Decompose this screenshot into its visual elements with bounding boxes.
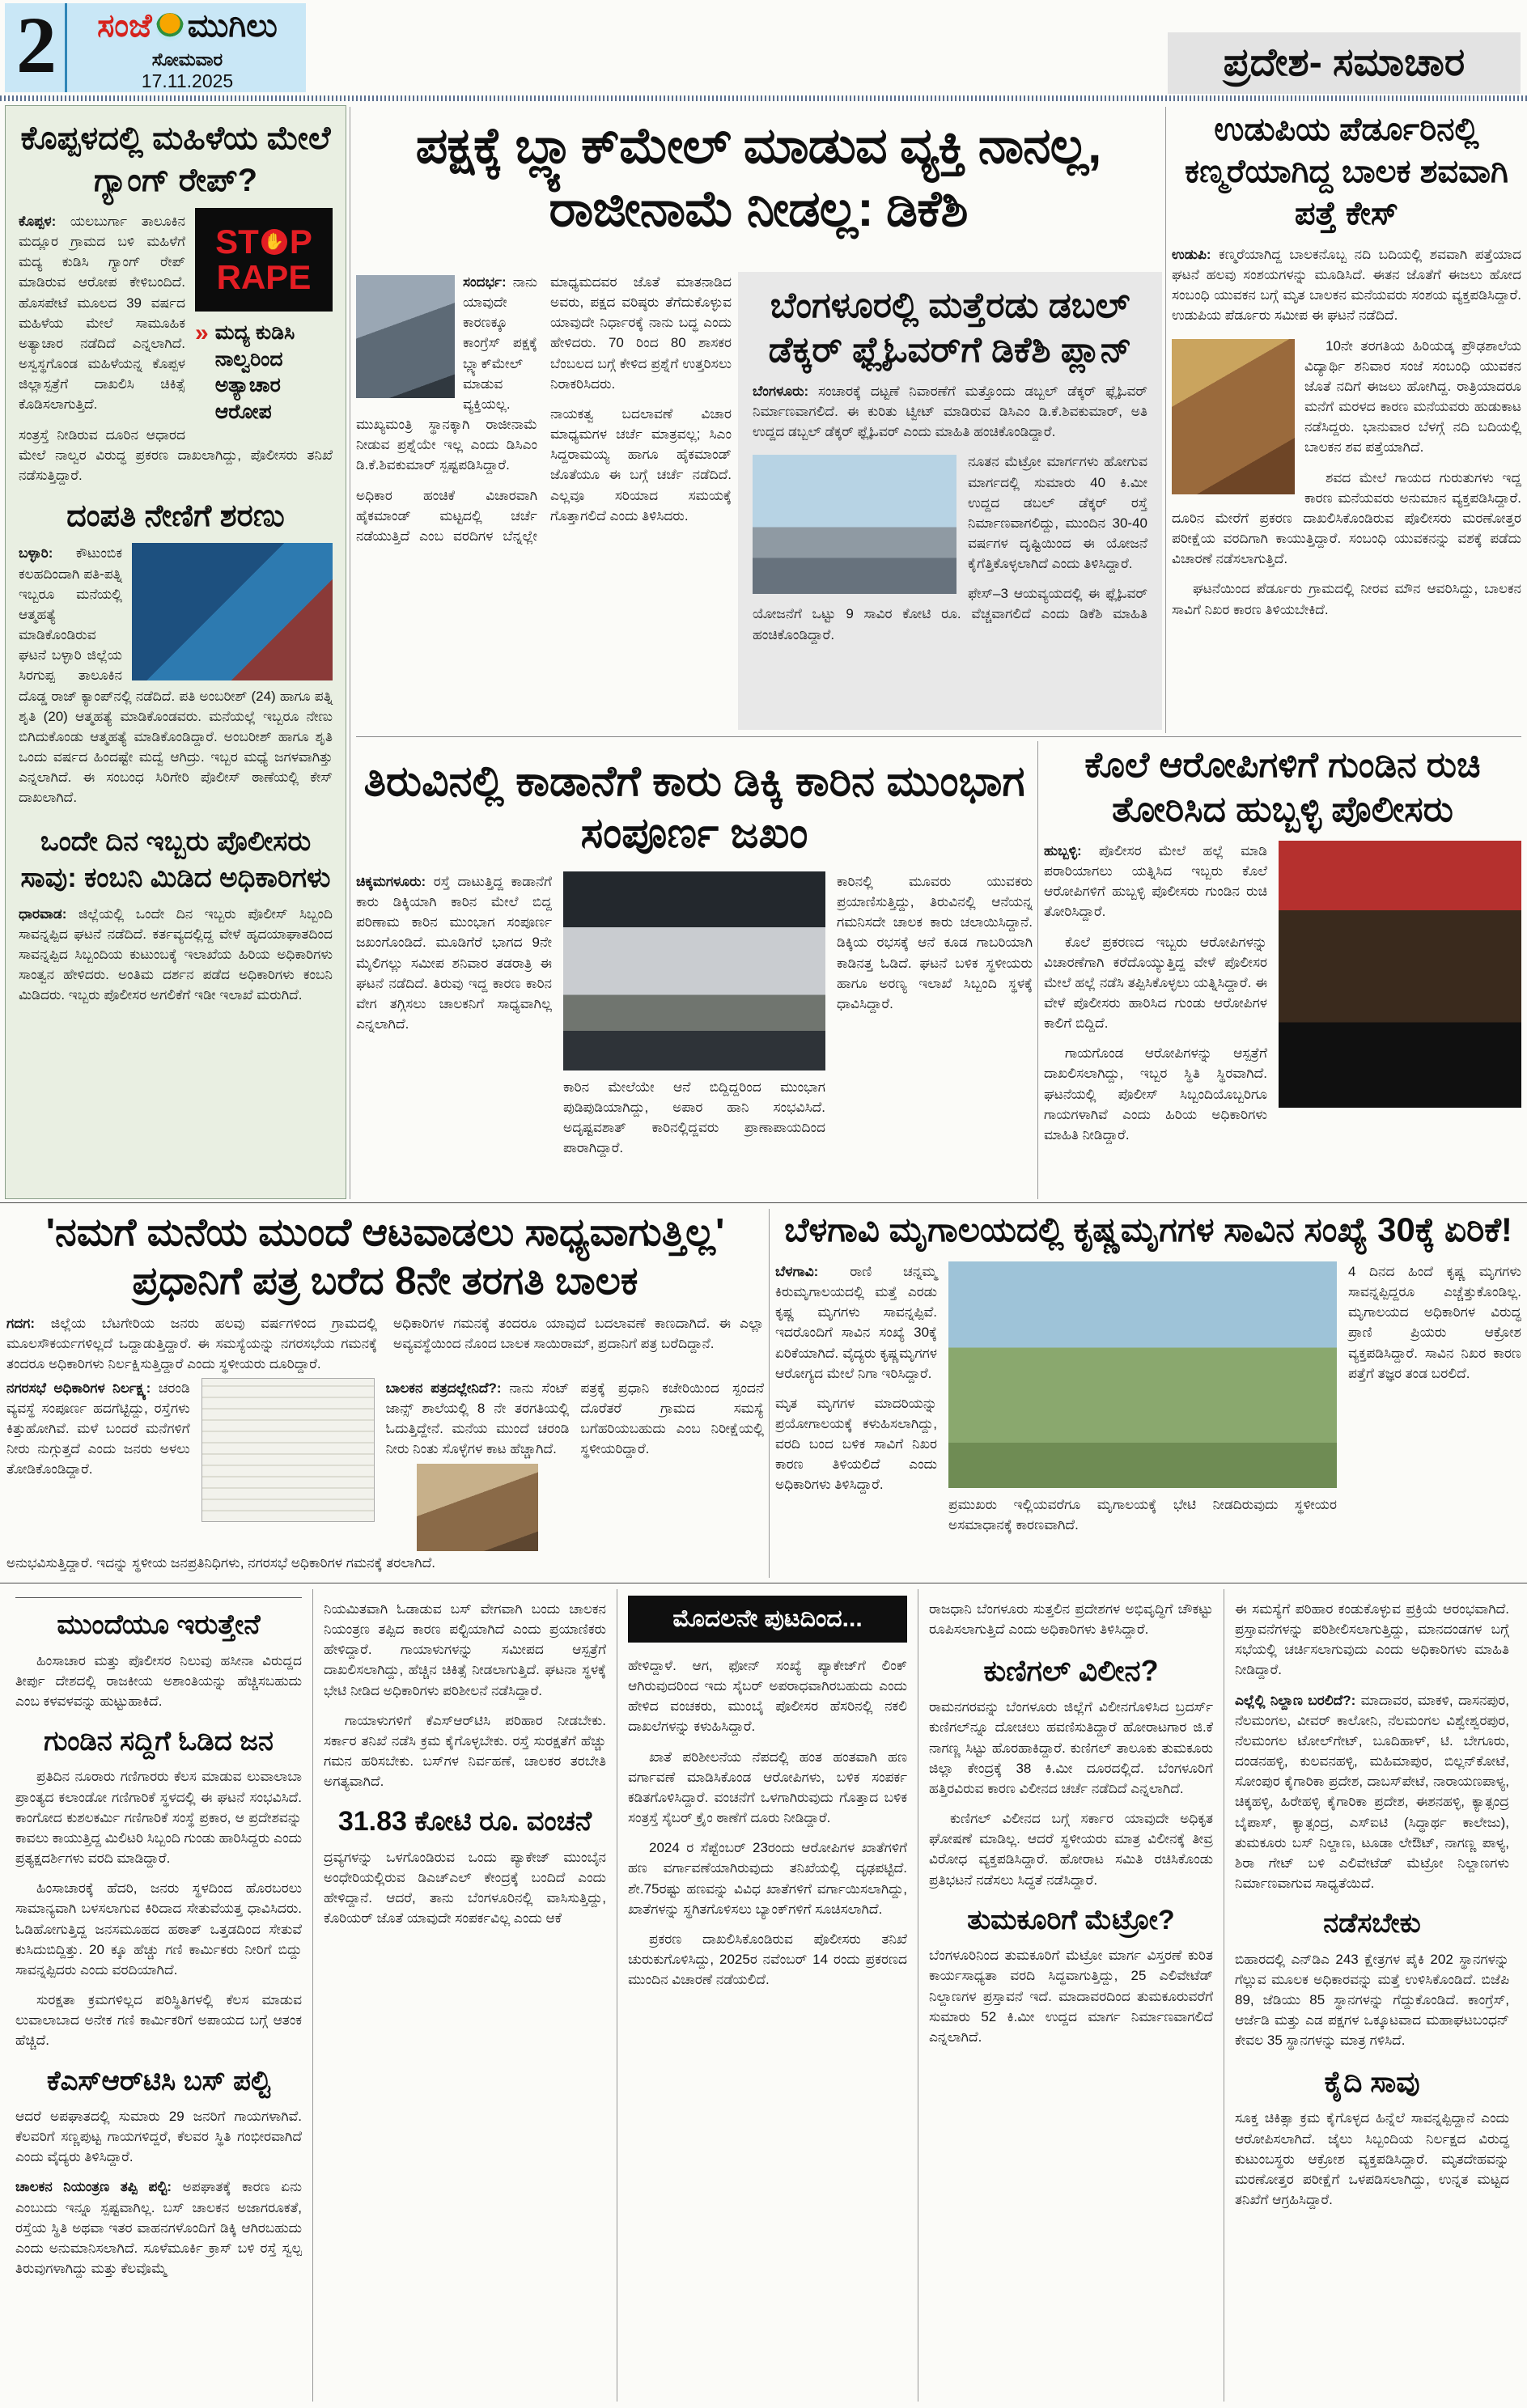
brand-name-black: ಮುಗಿಲು [187, 8, 278, 44]
masthead-right [65, 3, 306, 92]
weekday: ಸೋಮವಾರ [151, 49, 223, 70]
col1-paragraph-3: ಹಿಂಸಾಚಾರಕ್ಕೆ ಹೆದರಿ, ಜನರು ಸ್ಥಳದಿಂದ ಹೊರಬರಲು ಸಾಮಾನ್ಯವಾಗಿ ಬಳಸಲಾಗುವ ಕಿರಿದಾದ ಸೇತುವೆಯತ್ತ ಧಾವಿಸಿದರು. ಓಡಿಹೋಗುತ್ತಿದ್ದ ಜನಸಮೂಹದ ಹಠಾತ್ ಒತ್ತಡದಿಂದ ಸೇತುವೆ ಕುಸಿದುಬಿದ್ದಿತ್ತು. 20 ಕ್ಕೂ ಹೆಚ್ಚು ಗಣಿ ಕಾರ್ಮಿಕರು ನೀರಿಗೆ ಬಿದ್ದು ಸಾವನ್ನಪ್ಪಿದರು ಎಂದು ವರದಿಯಾಗಿದೆ. [15, 1880, 302, 1978]
subhead-nadesabeku: ನಡೆಸಬೇಕು [1323, 1908, 1421, 1940]
stop-text-a: ST [215, 223, 259, 261]
left-panel [5, 105, 346, 1199]
udupi-paragraph-3: ಶವದ ಮೇಲೆ ಗಾಯದ ಗುರುತುಗಳು ಇದ್ದ ಕಾರಣ ಮನೆಯವರು ಅನುಮಾನ ವ್ಯಕ್ತಪಡಿಸಿದ್ದಾರೆ. ದೂರಿನ ಮೇರೆಗೆ ಪ್ರಕರಣ ದಾಖಲಿಸಿಕೊಂಡಿರುವ ಪೊಲೀಸರು ಮರಣೋತ್ತರ ಪರೀಕ್ಷೆಯ ವರದಿಗಾಗಿ ಕಾಯುತ್ತಿದ್ದಾರೆ. ಸಂಬಂಧಿ ಯುವಕನನ್ನು ವಶಕ್ಕೆ ಪಡೆದು ವಿಚಾರಣೆ ನಡೆಸಲಾಗುತ್ತಿದೆ. [1172, 469, 1521, 567]
zoo-left-paragraph-2: ಮೃತ ಮೃಗಗಳ ಮಾದರಿಯನ್ನು ಪ್ರಯೋಗಾಲಯಕ್ಕೆ ಕಳುಹಿಸಲಾಗಿದ್ದು, ವರದಿ ಬಂದ ಬಳಿಕ ಸಾವಿಗೆ ನಿಖರ ಕಾರಣ ತಿಳಿಯಲಿದೆ ಎಂದು ಅಧಿಕಾರಿಗಳು ತಿಳಿಸಿದ್ದಾರೆ. [775, 1395, 937, 1493]
bullet-text: ಮದ್ಯ ಕುಡಿಸಿ ನಾಲ್ವರಿಂದ ಅತ್ಯಾಚಾರ ಆರೋಪ [214, 321, 295, 423]
flyover-headline: ಬೆಂಗಳೂರಲ್ಲಿ ಮತ್ತೆರಡು ಡಬಲ್ ಡೆಕ್ಕರ್ ಫ್ಲೈಓವರ್‌ಗೆ ಡಿಕೆಶಿ ಪ್ಲಾನ್ [768, 286, 1132, 371]
section-title: ಪ್ರದೇಶ- ಸಮಾಚಾರ [1168, 32, 1521, 94]
col4-paragraph-2: ರಾಮನಗರವನ್ನು ಬೆಂಗಳೂರು ಜಿಲ್ಲೆಗೆ ವಿಲೀನಗೊಳಿಸಿದ ಬ್ರದರ್ಸ್ ಕುಣಿಗಲ್‌ನ್ನೂ ದೋಚಲು ಹವಣಿಸುತಿದ್ದಾರೆ ಹೋರಾಟಗಾರ ಜಿ.ಕೆ ನಾಗಣ್ಣ ಸಿಟ್ಟು ಹೊರಹಾಕಿದ್ದಾರೆ. ಕುಣಿಗಲ್ ತಾಲೂಕು ತುಮಕೂರು ಜಿಲ್ಲಾ ಕೇಂದ್ರಕ್ಕೆ 38 ಕಿ.ಮೀ ದೂರದಲ್ಲಿದೆ. ಬೆಂಗಳೂರಿಗೆ ಹತ್ತಿರವಿರುವ ಕಾರಣ ವಿಲೀನದ ಚರ್ಚೆ ನಡೆದಿದೆ ಎನ್ನಲಾಗಿದೆ. [929, 1699, 1213, 1796]
gadag-sub2-title: ಬಾಲಕನ ಪತ್ರದಲ್ಲೇನಿದೆ?: [385, 1380, 502, 1396]
flyover-photo [753, 455, 956, 594]
udupi-headline: ಉಡುಪಿಯ ಪೆರ್ಡೂರಿನಲ್ಲಿ ಕಣ್ಮರೆಯಾಗಿದ್ದ ಬಾಲಕ ಶವವಾಗಿ ಪತ್ತೆ ಕೇಸ್ [1185, 112, 1508, 231]
col1-paragraph-4: ಸುರಕ್ಷತಾ ಕ್ರಮಗಳಿಲ್ಲದ ಪರಿಸ್ಥಿತಿಗಳಲ್ಲಿ ಕೆಲಸ ಮಾಡುವ ಲುವಾಲಾಬಾದ ಅನೇಕ ಗಣಿ ಕಾರ್ಮಿಕರಿಗೆ ಅಪಾಯದ ಬಗ್ಗೆ ಆತಂಕ ಹೆಚ್ಚಿದೆ. [15, 1992, 302, 2049]
udupi-body-1: ಕಣ್ಮರೆಯಾಗಿದ್ದ ಬಾಲಕನೊಬ್ಬ ನದಿ ಬದಿಯಲ್ಲಿ ಶವವಾಗಿ ಪತ್ತೆಯಾದ ಘಟನೆ ಹಲವು ಸಂಶಯಗಳನ್ನು ಮೂಡಿಸಿದೆ. ಈತನ ಜೊತೆಗೆ ಈಜಲು ಹೋದ ಸಂಬಂಧಿ ಯುವಕನ ಬಗ್ಗೆ ಮೃತ ಬಾಲಕನ ಮನೆಯವರು ಸಂಶಯ ವ್ಯಕ್ತಪಡಿಸಿದ್ದಾರೆ. ಉಡುಪಿಯ ಪೆರ್ಡೂರು ಸಮೀಪ ಈ ಘಟನೆ ನಡೆದಿದೆ. [1172, 247, 1521, 324]
gadag-article [6, 1209, 764, 1576]
stop-rape-line1 [215, 225, 312, 259]
col3-paragraph-4: ಪ್ರಕರಣ ದಾಖಲಿಸಿಕೊಂಡಿರುವ ಪೊಲೀಸರು ತನಿಖೆ ಚುರುಕುಗೊಳಿಸಿದ್ದು, 2025ರ ನವೆಂಬರ್ 14 ರಂದು ಪ್ರಕರಣದ ಮುಂದಿನ ವಿಚಾರಣೆ ನಡೆಯಲಿದೆ. [628, 1931, 907, 1988]
bullet-point [195, 320, 333, 425]
hubballi-headline: ಕೊಲೆ ಆರೋಪಿಗಳಿಗೆ ಗುಂಡಿನ ರುಚಿ ತೋರಿಸಿದ ಹುಬ್ಬಳ್ಳಿ ಪೊಲೀಸರು [1084, 745, 1481, 830]
col5-paragraph-3: ಬಿಹಾರದಲ್ಲಿ ಎನ್‌ಡಿಎ 243 ಕ್ಷೇತ್ರಗಳ ಪೈಕಿ 202 ಸ್ಥಾನಗಳನ್ನು ಗೆಲ್ಲುವ ಮೂಲಕ ಅಧಿಕಾರವನ್ನು ಮತ್ತೆ ಉಳಿಸಿಕೊಂಡಿದೆ. ಬಿಜೆಪಿ 89, ಜೆಡಿಯು 85 ಸ್ಥಾನಗಳನ್ನು ಗೆದ್ದುಕೊಂಡಿದೆ. ಕಾಂಗ್ರೆಸ್, ಆರ್ಜೆಡಿ ಮತ್ತು ಎಡ ಪಕ್ಷಗಳ ಒಕ್ಕೂಟವಾದ ಮಹಾಘಟಬಂಧನ್ ಕೇವಲ 35 ಸ್ಥಾನಗಳನ್ನು ಮಾತ್ರ ಗಳಿಸಿದೆ. [1235, 1951, 1509, 2049]
gadag-paragraph-3: ಪತ್ರಕ್ಕೆ ಪ್ರಧಾನಿ ಕಚೇರಿಯಿಂದ ಸ್ಪಂದನೆ ದೊರೆತರೆ ಗ್ರಾಮದ ಸಮಸ್ಯೆ ಬಗೆಹರಿಯಬಹುದು ಎಂಬ ನಿರೀಕ್ಷೆಯಲ್ಲಿ ಸ್ಥಳೀಯರಿದ್ದಾರೆ. [580, 1380, 764, 1456]
gadag-lower-row [6, 1378, 764, 1552]
student-photo [417, 1464, 538, 1551]
hubballi-paragraph-3: ಗಾಯಗೊಂಡ ಆರೋಪಿಗಳನ್ನು ಆಸ್ಪತ್ರೆಗೆ ದಾಖಲಿಸಲಾಗಿದ್ದು, ಇಬ್ಬರ ಸ್ಥಿತಿ ಸ್ಥಿರವಾಗಿದೆ. ಘಟನೆಯಲ್ಲಿ ಪೊಲೀಸ್ ಸಿಬ್ಬಂದಿಯೊಬ್ಬರಿಗೂ ಗಾಯಗಳಾಗಿವೆ ಎಂದು ಹಿರಿಯ ಅಧಿಕಾರಿಗಳು ಮಾಹಿತಿ ನೀಡಿದ್ದಾರೆ. [1044, 1045, 1267, 1143]
hubballi-paragraph-2: ಕೊಲೆ ಪ್ರಕರಣದ ಇಬ್ಬರು ಆರೋಪಿಗಳನ್ನು ವಿಚಾರಣೆಗಾಗಿ ಕರೆದೊಯ್ಯುತ್ತಿದ್ದ ವೇಳೆ ಪೊಲೀಸರ ಮೇಲೆ ಹಲ್ಲೆ ನಡೆಸಿ ತಪ್ಪಿಸಿಕೊಳ್ಳಲು ಯತ್ನಿಸಿದ್ದಾರೆ. ಈ ವೇಳೆ ಪೊಲೀಸರು ಹಾರಿಸಿದ ಗುಂಡು ಆರೋಪಿಗಳ ಕಾಲಿಗೆ ಬಿದ್ದಿದೆ. [1044, 934, 1267, 1032]
boy-photo [1172, 339, 1295, 494]
police-deaths-headline: ಒಂದೇ ದಿನ ಇಬ್ಬರು ಪೊಲೀಸರು ಸಾವು: ಕಂಬನಿ ಮಿಡಿದ ಅಧಿಕಾರಿಗಳು [20, 826, 331, 893]
date: 17.11.2025 [141, 70, 234, 91]
col2-paragraph-2: ಗಾಯಾಳುಗಳಿಗೆ ಕೆಎಸ್ಆರ್‌ಟಿಸಿ ಪರಿಹಾರ ನೀಡಬೇಕು. ಸರ್ಕಾರ ತನಿಖೆ ನಡೆಸಿ ಕ್ರಮ ಕೈಗೊಳ್ಳಬೇಕು. ರಸ್ತೆ ಸುರಕ್ಷತೆಗೆ ಹೆಚ್ಚು ಗಮನ ಹರಿಸಬೇಕು. ಬಸ್‌ಗಳ ನಿರ್ವಹಣೆ, ಚಾಲಕರ ತರಬೇತಿ ಅಗತ್ಯವಾಗಿದೆ. [324, 1712, 606, 1790]
col5-paragraph-1: ಈ ಸಮಸ್ಯೆಗೆ ಪರಿಹಾರ ಕಂಡುಕೊಳ್ಳುವ ಪ್ರಕ್ರಿಯೆ ಆರಂಭವಾಗಿದೆ. ಪ್ರಸ್ತಾವನೆಗಳನ್ನು ಪರಿಶೀಲಿಸಲಾಗುತ್ತಿದ್ದು, ಮಾನದಂಡಗಳ ಬಗ್ಗೆ ಸಭೆಯಲ್ಲಿ ಚರ್ಚಿಸಲಾಗುವುದು ಎಂದು ಅಧಿಕಾರಿಗಳು ಮಾಹಿತಿ ನೀಡಿದ್ದಾರೆ. [1235, 1601, 1509, 1678]
stop-rape-line2: RAPE [216, 258, 312, 296]
dks-paragraph-3: ನಾಯಕತ್ವ ಬದಲಾವಣೆ ವಿಚಾರ ಮಾಧ್ಯಮಗಳ ಚರ್ಚೆ ಮಾತ್ರವಲ್ಲ; ಸಿಎಂ ಸಿದ್ದರಾಮಯ್ಯ ಹಾಗೂ ಹೈಕಮಾಂಡ್ ಜೊತೆಯೂ ಈ ಬಗ್ಗೆ ಚರ್ಚೆ ನಡೆದಿದೆ. ಎಲ್ಲವೂ ಸರಿಯಾದ ಸಮಯಕ್ಕೆ ಗೊತ್ತಾಗಲಿದೆ ಎಂದು ತಿಳಿಸಿದರು. [550, 405, 732, 524]
udupi-paragraph-2: 10ನೇ ತರಗತಿಯ ಹಿರಿಯಡ್ಕ ಪ್ರೌಢಶಾಲೆಯ ವಿದ್ಯಾರ್ಥಿ ಶನಿವಾರ ಸಂಜೆ ಸಂಬಂಧಿ ಯುವಕನ ಜೊತೆ ನದಿಗೆ ಈಜಲು ಹೋಗಿದ್ದ. ರಾತ್ರಿಯಾದರೂ ಮನೆಗೆ ಮರಳದ ಕಾರಣ ಮನೆಯವರು ಹುಡುಕಾಟ ನಡೆಸಿದ್ದರು. ಭಾನುವಾರ ಬೆಳಗ್ಗೆ ನದಿ ಬದಿಯಲ್ಲಿ ಬಾಲಕನ ಶವ ಪತ್ತೆಯಾಗಿದೆ. [1304, 337, 1521, 456]
elephant-right-column: ಕಾರಿನಲ್ಲಿ ಮೂವರು ಯುವಕರು ಪ್ರಯಾಣಿಸುತ್ತಿದ್ದು, ತಿರುವಿನಲ್ಲಿ ಆನೆಯನ್ನ ಗಮನಿಸದೇ ಚಾಲಕ ಕಾರು ಚಲಾಯಿಸಿದ್ದಾನೆ. ಡಿಕ್ಕಿಯ ರಭಸಕ್ಕೆ ಆನೆ ಕೂಡ ಗಾಬರಿಯಾಗಿ ಕಾಡಿನತ್ತ ಓಡಿದೆ. ಘಟನೆ ಬಳಿಕ ಸ್ಥಳೀಯರು ಹಾಗೂ ಅರಣ್ಯ ಇಲಾಖೆ ಸಿಬ್ಬಂದಿ ಸ್ಥಳಕ್ಕೆ ಧಾವಿಸಿದ್ದಾರೆ. [837, 873, 1033, 1011]
gadag-paragraph-2: ಅಧಿಕಾರಿಗಳ ಗಮನಕ್ಕೆ ತಂದರೂ ಯಾವುದೆ ಬದಲಾವಣೆ ಕಾಣದಾಗಿದೆ. ಈ ಎಲ್ಲಾ ಅವ್ಯವಸ್ಥೆಯಿಂದ ನೊಂದ ಬಾಲಕ ಸಾಯಿರಾಮ್, ಪ್ರದಾನಿಗೆ ಪತ್ರ ಬರೆದಿದ್ದಾನೆ. [393, 1316, 764, 1352]
koppal-paragraph-2: ಸಂತ್ರಸ್ತೆ ನೀಡಿರುವ ದೂರಿನ ಆಧಾರದ ಮೇಲೆ ನಾಲ್ವರ ವಿರುದ್ಧ ಪ್ರಕರಣ ದಾಖಲಾಗಿದ್ದು, ಪೊಲೀಸರು ತನಿಖೆ ನಡೆಸುತ್ತಿದ್ದಾರೆ. [19, 426, 333, 483]
col5-paragraph-2 [1235, 1690, 1509, 1894]
udupi-paragraph-4: ಘಟನೆಯಿಂದ ಪೆರ್ಡೂರು ಗ್ರಾಮದಲ್ಲಿ ನೀರವ ಮೌನ ಆವರಿಸಿದ್ದು, ಬಾಲಕನ ಸಾವಿಗೆ ನಿಖರ ಕಾರಣ ತಿಳಿಯಬೇಕಿದೆ. [1172, 581, 1521, 617]
subhead-hasina: ಮುಂದೆಯೂ ಇರುತ್ತೇನೆ [15, 1597, 302, 1643]
gadag-sub1-title: ನಗರಸಭೆ ಅಧಿಕಾರಿಗಳ ನಿರ್ಲಕ್ಷ್ಯ: [6, 1380, 151, 1396]
flyover-article [738, 272, 1162, 730]
udupi-article [1172, 108, 1521, 731]
bottom-column-4 [918, 1589, 1224, 2402]
gadag-headline: 'ನಮಗೆ ಮನೆಯ ಮುಂದೆ ಆಟವಾಡಲು ಸಾಧ್ಯವಾಗುತ್ತಿಲ್ಲ' ಪ್ರಧಾನಿಗೆ ಪತ್ರ ಬರೆದ 8ನೇ ತರಗತಿ ಬಾಲಕ [45, 1211, 725, 1303]
zoo-left-body: ರಾಣಿ ಚನ್ನಮ್ಮ ಕಿರುಮೃಗಾಲಯದಲ್ಲಿ ಮತ್ತೆ ಎರಡು ಕೃಷ್ಣ ಮೃಗಗಳು ಸಾವನ್ನಪ್ಪಿವೆ. ಇದರೊಂದಿಗೆ ಸಾವಿನ ಸಂಖ್ಯೆ 30ಕ್ಕೆ ಏರಿಕೆಯಾಗಿದೆ. ವೈದ್ಯರು ಕೃಷ್ಣಮೃಗಗಳ ಆರೋಗ್ಯದ ಮೇಲೆ ನಿಗಾ ಇರಿಸಿದ್ದಾರೆ. [775, 1263, 937, 1381]
flyover-paragraph-3: ಫೇಸ್–3 ಆಯವ್ಯಯದಲ್ಲಿ ಈ ಫ್ಲೈಓವರ್ ಯೋಜನೆಗೆ ಒಟ್ಟು 9 ಸಾವಿರ ಕೋಟಿ ರೂ. ವೆಚ್ಚವಾಗಲಿದೆ ಎಂದು ಡಿಕೆಶಿ ಮಾಹಿತಿ ಹಂಚಿಕೊಂಡಿದ್ದಾರೆ. [753, 586, 1147, 642]
divider-middle-band [769, 1209, 770, 1578]
brand-name-red: ಸಂಜೆ [97, 8, 152, 44]
col1-paragraph-2: ಪ್ರತಿದಿನ ನೂರಾರು ಗಣಿಗಾರರು ಕೆಲಸ ಮಾಡುವ ಲುವಾಲಾಬಾ ಪ್ರಾಂತ್ಯದ ಕಲಾಂಡೋ ಗಣಿಗಾರಿಕೆ ಸ್ಥಳದಲ್ಲಿ ಈ ಘಟನೆ ಸಂಭವಿಸಿದೆ. ಕಾಂಗೋದ ಕುಶಲಕರ್ಮಿ ಗಣಿಗಾರಿಕೆ ಸಂಸ್ಥೆ ಪ್ರಕಾರ, ಆ ಪ್ರದೇಶವನ್ನು ಕಾವಲು ಕಾಯುತ್ತಿದ್ದ ಮಿಲಿಟರಿ ಸಿಬ್ಬಂದಿ ಗುಂಡು ಹಾರಿಸಿದ್ದರು ಎಂದು ಪ್ರತ್ಯಕ್ಷದರ್ಶಿಗಳು ವರದಿ ಮಾಡಿದ್ದಾರೆ. [15, 1769, 302, 1867]
zoo-left-paragraph [775, 1261, 937, 1384]
couple-photo [132, 543, 333, 680]
car-crash-photo [563, 871, 825, 1070]
koppal-body: ಯಲಬುರ್ಗಾ ತಾಲೂಕಿನ ಮದ್ಲೂರ ಗ್ರಾಮದ ಬಳಿ ಮಹಿಳೆಗೆ ಮದ್ಯ ಕುಡಿಸಿ ಗ್ಯಾಂಗ್ ರೇಪ್ ಮಾಡಿರುವ ಆರೋಪ ಕೇಳಿಬಂದಿದೆ. ಹೊಸಪೇಟೆ ಮೂಲದ 39 ವರ್ಷದ ಮಹಿಳೆಯ ಮೇಲೆ ಸಾಮೂಹಿಕ ಅತ್ಯಾಚಾರ ನಡೆದಿದೆ ಎನ್ನಲಾಗಿದೆ. ಅಸ್ವಸ್ಥಗೊಂಡ ಮಹಿಳೆಯನ್ನ ಕೊಪ್ಪಳ ಜಿಲ್ಲಾಸ್ಪತ್ರೆಗೆ ದಾಖಲಿಸಿ ಚಿಕಿತ್ಸೆ ಕೊಡಿಸಲಾಗುತ್ತಿದೆ. [19, 214, 185, 413]
flyover-body-1: ಸಂಚಾರಕ್ಕೆ ದಟ್ಟಣೆ ನಿವಾರಣೆಗೆ ಮತ್ತೊಂದು ಡಬ್ಬಲ್ ಡೆಕ್ಕರ್ ಫ್ಲೈಓವರ್ ನಿರ್ಮಾಣವಾಗಲಿದೆ. ಈ ಕುರಿತು ಟ್ವೀಟ್ ಮಾಡಿರುವ ಡಿಸಿಎಂ ಡಿ.ಕೆ.ಶಿವಕುಮಾರ್, ಅತಿ ಉದ್ದದ ಡಬ್ಬಲ್ ಡೆಕ್ಕರ್ ಫ್ಲೈಓವರ್ ಎಂದು ಮಾಹಿತಿ ಹಂಚಿಕೊಂಡಿದ್ದಾರೆ. [753, 383, 1147, 440]
letter-photo [201, 1378, 375, 1522]
hubballi-article [1044, 743, 1521, 1198]
gadag-sub1-paragraph [6, 1378, 190, 1480]
subhead-tumkur-metro: ತುಮಕೂರಿಗೆ ಮೆಟ್ರೋ? [967, 1904, 1175, 1935]
bottom-column-1 [5, 1589, 312, 2402]
police-deaths-paragraph [19, 904, 333, 1006]
chevron-right-icon: » [195, 320, 209, 346]
suspect-photo [1279, 841, 1521, 1108]
zoo-article [775, 1209, 1521, 1576]
flyover-dateline: ಬೆಂಗಳೂರು: [753, 383, 809, 399]
from-first-page-banner: ಮೊದಲನೇ ಪುಟದಿಂದ... [628, 1596, 907, 1643]
divider-right-bottom [1037, 741, 1038, 1199]
police-deaths-dateline: ಧಾರವಾಡ: [19, 905, 67, 922]
stop-rape-block [195, 208, 333, 425]
elephant-dateline: ಚಿಕ್ಕಮಗಳೂರು: [356, 873, 426, 889]
elephant-left-column [356, 871, 552, 1159]
zoo-right-column: 4 ದಿನದ ಹಿಂದೆ ಕೃಷ್ಣ ಮೃಗಗಳು ಸಾವನ್ನಪ್ಪಿದ್ದರೂ ಎಚ್ಚೆತ್ತುಕೊಂಡಿಲ್ಲ. ಮೃಗಾಲಯದ ಅಧಿಕಾರಿಗಳ ವಿರುದ್ಧ ಪ್ರಾಣಿ ಪ್ರಿಯರು ಆಕ್ರೋಶ ವ್ಯಕ್ತಪಡಿಸಿದ್ದಾರೆ. ಸಾವಿನ ನಿಖರ ಕಾರಣ ಪತ್ತೆಗೆ ತಜ್ಞರ ತಂಡ ಬರಲಿದೆ. [1348, 1263, 1521, 1381]
gadag-sub2-body: ನಾನು ಸೆಂಟ್ ಜಾನ್ಸ್ ಶಾಲೆಯಲ್ಲಿ 8 ನೇ ತರಗತಿಯಲ್ಲಿ ಓದುತ್ತಿದ್ದೇನೆ. ಮನೆಯ ಮುಂದೆ ಚರಂಡಿ ನೀರು ನಿಂತು ಸೊಳ್ಳೆಗಳ ಕಾಟ ಹೆಚ್ಚಾಗಿದೆ. [385, 1380, 570, 1456]
hubballi-dateline: ಹುಬ್ಬಳ್ಳಿ: [1044, 842, 1082, 858]
hand-icon: ✋ [261, 229, 287, 255]
col5-stations-lead: ಎಲ್ಲೆಲ್ಲಿ ನಿಲ್ದಾಣ ಬರಲಿದೆ?: [1235, 1692, 1356, 1708]
subhead-ksrtc: ಕೆಎಸ್ಆರ್‌ಟಿಸಿ ಬಸ್ ಪಲ್ಟಿ [46, 2065, 271, 2096]
col1-body-6: ಅಪಘಾತಕ್ಕೆ ಕಾರಣ ಏನು ಎಂಬುದು ಇನ್ನೂ ಸ್ಪಷ್ಟವಾಗಿಲ್ಲ. ಬಸ್ ಚಾಲಕನ ಅಜಾಗರೂಕತೆ, ರಸ್ತೆಯ ಸ್ಥಿತಿ ಅಥವಾ ಇತರ ವಾಹನಗಳೊಂದಿಗೆ ಡಿಕ್ಕಿ ಆಗಿರಬಹುದು ಎಂದು ಅನುಮಾನಿಸಲಾಗಿದೆ. ಸೂಳೆಮೂರ್ಕಿ ಕ್ರಾಸ್ ಬಳಿ ರಸ್ತೆ ಸ್ವಲ್ಪ ತಿರುವುಗಳಾಗಿದ್ದು ಮತ್ತು ಕೆಲವೊಮ್ಮೆ [15, 2179, 302, 2277]
dks-lead: ಸಂದರ್ಭ: [463, 274, 507, 290]
rule-above-middle-band [0, 1202, 1527, 1203]
stop-rape-graphic [195, 208, 333, 312]
bottom-column-2 [312, 1589, 617, 2402]
bellary-dateline: ಬಳ್ಳಾರಿ: [19, 545, 53, 562]
flyover-paragraph-1 [753, 381, 1147, 442]
page-number: 2 [16, 0, 57, 90]
col4-paragraph-1: ರಾಜಧಾನಿ ಬೆಂಗಳೂರು ಸುತ್ತಲಿನ ಪ್ರದೇಶಗಳ ಅಭಿವೃದ್ಧಿಗೆ ಚೌಕಟ್ಟು ರೂಪಿಸಲಾಗುತ್ತಿದೆ ಎಂದು ಅಧಿಕಾರಿಗಳು ತಿಳಿಸಿದ್ದಾರೆ. [929, 1601, 1213, 1638]
hubballi-body-1: ಪೊಲೀಸರ ಮೇಲೆ ಹಲ್ಲೆ ಮಾಡಿ ಪರಾರಿಯಾಗಲು ಯತ್ನಿಸಿದ ಇಬ್ಬರು ಕೊಲೆ ಆರೋಪಿಗಳಿಗೆ ಹುಬ್ಬಳ್ಳಿ ಪೊಲೀಸರು ಗುಂಡಿನ ರುಚಿ ತೋರಿಸಿದ್ದಾರೆ. [1044, 842, 1267, 920]
elephant-headline: ತಿರುವಿನಲ್ಲಿ ಕಾಡಾನೆಗೆ ಕಾರು ಡಿಕ್ಕಿ ಕಾರಿನ ಮುಂಭಾಗ ಸಂಪೂರ್ಣ ಜಖಂ [363, 758, 1025, 858]
brand-line [75, 8, 299, 45]
col1-paragraph-5: ಆದರೆ ಅಪಘಾತದಲ್ಲಿ ಸುಮಾರು 29 ಜನರಿಗೆ ಗಾಯಗಳಾಗಿವೆ. ಕೆಲವರಿಗೆ ಸಣ್ಣಪುಟ್ಟ ಗಾಯಗಳಿದ್ದರೆ, ಕೆಲವರ ಸ್ಥಿತಿ ಗಂಭೀರವಾಗಿದೆ ಎಂದು ವೈದ್ಯರು ತಿಳಿಸಿದ್ದಾರೆ. [15, 2109, 302, 2165]
flyover-paragraph-2: ನೂತನ ಮೆಟ್ರೋ ಮಾರ್ಗಗಳು ಹೋಗುವ ಮಾರ್ಗದಲ್ಲಿ ಸುಮಾರು 40 ಕಿ.ಮೀ ಉದ್ದದ ಡಬಲ್ ಡೆಕ್ಕರ್ ರಸ್ತೆ ನಿರ್ಮಾಣವಾಗಲಿದ್ದು, ಮುಂದಿನ 30-40 ವರ್ಷಗಳ ದೃಷ್ಟಿಯಿಂದ ಈ ಯೋಜನೆ ಕೈಗೆತ್ತಿಕೊಳ್ಳಲಾಗಿದೆ ಎಂದು ತಿಳಿಸಿದ್ದಾರೆ. [968, 454, 1147, 572]
stop-text-b: P [289, 223, 312, 261]
sun-palm-logo-icon [156, 13, 184, 40]
dks-portrait-photo [356, 275, 455, 398]
udupi-paragraph-1 [1172, 244, 1521, 326]
masthead [5, 0, 306, 92]
subhead-kunigal: ಕುಣಿಗಲ್ ವಿಲೀನ? [983, 1654, 1159, 1688]
gadag-lead-columns [6, 1313, 764, 1374]
subhead-prisoner-death: ಕೈದಿ ಸಾವು [1324, 2065, 1420, 2099]
col5-paragraph-4: ಸೂಕ್ತ ಚಿಕಿತ್ಸಾ ಕ್ರಮ ಕೈಗೊಳ್ಳದ ಹಿನ್ನೆಲೆ ಸಾವನ್ನಪ್ಪಿದ್ದಾನೆ ಎಂದು ಆರೋಪಿಸಲಾಗಿದೆ. ಜೈಲು ಸಿಬ್ಬಂದಿಯ ನಿರ್ಲಕ್ಷದ ವಿರುದ್ಧ ಕುಟುಂಬಸ್ಥರು ಆಕ್ರೋಶ ವ್ಯಕ್ತಪಡಿಸಿದ್ದಾರೆ. ಮೃತದೇಹವನ್ನು ಮರಣೋತ್ತರ ಪರೀಕ್ಷೆಗೆ ಒಳಪಡಿಸಲಾಗಿದ್ದು, ಉನ್ನತ ಮಟ್ಟದ ತನಿಖೆಗೆ ಆಗ್ರಹಿಸಿದ್ದಾರೆ. [1235, 2110, 1509, 2208]
blackbuck-photo [948, 1261, 1337, 1488]
rule-under-flyover [356, 736, 1521, 737]
subhead-fraud: 31.83 ಕೋಟಿ ರೂ. ವಂಚನೆ [337, 1806, 592, 1838]
gadag-tail: ಅನುಭವಿಸುತ್ತಿದ್ದಾರೆ. ಇದನ್ನು ಸ್ಥಳೀಯ ಜನಪ್ರತಿನಿಧಿಗಳು, ನಗರಸಭೆ ಅಧಿಕಾರಿಗಳ ಗಮನಕ್ಕೆ ತರಲಾಗಿದೆ. [6, 1555, 435, 1571]
gadag-sub2-paragraph [386, 1378, 570, 1460]
elephant-middle-column [563, 871, 825, 1168]
gadag-sub2-column [386, 1378, 570, 1552]
zoo-columns [775, 1261, 1521, 1545]
bellary-body: ಕೌಟುಂಬಿಕ ಕಲಹದಿಂದಾಗಿ ಪತಿ-ಪತ್ನಿ ಇಬ್ಬರೂ ಮನೆಯಲ್ಲಿ ಆತ್ಮಹತ್ಯೆ ಮಾಡಿಕೊಂಡಿರುವ ಘಟನೆ ಬಳ್ಳಾರಿ ಜಿಲ್ಲೆಯ ಸಿರಗುಪ್ಪ ತಾಲೂಕಿನ ದೊಡ್ಡ ರಾಜ್ ಕ್ಯಾಂಪ್‌ನಲ್ಲಿ ನಡೆದಿದೆ. ಪತಿ ಅಂಬರೀಶ್ (24) ಹಾಗೂ ಪತ್ನಿ ಶೃತಿ (20) ಆತ್ಮಹತ್ಯೆ ಮಾಡಿಕೊಂಡವರು. ಮನೆಯಲ್ಲೆ ಇಬ್ಬರೂ ನೇಣು ಬಿಗಿದುಕೊಂಡು ಆತ್ಮಹತ್ಯೆ ಮಾಡಿಕೊಂಡಿದ್ದಾರೆ. ಅಂಬರೀಶ್ ಹಾಗೂ ಶೃತಿ ಒಂದು ವರ್ಷದ ಹಿಂದಷ್ಟೇ ಮದ್ವೆ ಆಗಿದ್ರು. ಇಬ್ಬರ ಮಧ್ಯೆ ಜಗಳವಾಗಿತ್ತು ಎನ್ನಲಾಗಿದೆ. ಈ ಸಂಬಂಧ ಸಿರಿಗೇರಿ ಪೊಲೀಸ್ ಠಾಣೆಯಲ್ಲಿ ಕೇಸ್ ದಾಖಲಾಗಿದೆ. [19, 545, 333, 806]
zoo-left-column [775, 1261, 937, 1545]
zoo-dateline: ಬೆಳಗಾವಿ: [775, 1263, 819, 1279]
elephant-left-body: ರಸ್ತೆ ದಾಟುತ್ತಿದ್ದ ಕಾಡಾನೆಗೆ ಕಾರು ಡಿಕ್ಕಿಯಾಗಿ ಕಾರಿನ ಮೇಲೆ ಬಿದ್ದ ಪರಿಣಾಮ ಕಾರಿನ ಮುಂಭಾಗ ಸಂಪೂರ್ಣ ಜಖಂಗೊಂಡಿದೆ. ಮೂಡಿಗೆರೆ ಭಾಗದ 9ನೇ ಮೈಲಿಗಲ್ಲು ಸಮೀಪ ಶನಿವಾರ ತಡರಾತ್ರಿ ಈ ಘಟನೆ ನಡೆದಿದೆ. ತಿರುವು ಇದ್ದ ಕಾರಣ ಕಾರಿನ ವೇಗ ತಗ್ಗಿಸಲು ಚಾಲಕನಿಗೆ ಸಾಧ್ಯವಾಗಿಲ್ಲ ಎನ್ನಲಾಗಿದೆ. [356, 873, 552, 1032]
koppal-dateline: ಕೊಪ್ಪಳ: [19, 214, 57, 229]
header-divider [0, 95, 1527, 101]
gadag-paragraph-1 [6, 1313, 377, 1374]
dks-paragraph-2: ಅಧಿಕಾರ ಹಂಚಿಕೆ ವಿಚಾರವಾಗಿ ಹೈಕಮಾಂಡ್ ಮಟ್ಟದಲ್ಲಿ ಚರ್ಚೆ ನಡೆಯುತ್ತಿದೆ ಎಂಬ ವರದಿಗಳ ಬೆನ್ನಲ್ಲೇ ಮಾಧ್ಯಮದವರ ಜೊತೆ ಮಾತನಾಡಿದ ಅವರು, ಪಕ್ಷದ ವರಿಷ್ಠರು ತೆಗೆದುಕೊಳ್ಳುವ ಯಾವುದೇ ನಿರ್ಧಾರಕ್ಕೆ ನಾನು ಬದ್ಧ ಎಂದು ಹೇಳಿದರು. 70 ರಿಂದ 80 ಶಾಸಕರ ಬೆಂಬಲದ ಬಗ್ಗೆ ಕೇಳಿದ ಪ್ರಶ್ನೆಗೆ ಉತ್ತರಿಸಲು ನಿರಾಕರಿಸಿದರು. [356, 274, 732, 544]
col4-paragraph-4: ಬೆಂಗಳೂರಿನಿಂದ ತುಮಕೂರಿಗೆ ಮೆಟ್ರೋ ಮಾರ್ಗ ವಿಸ್ತರಣೆ ಕುರಿತ ಕಾರ್ಯಸಾಧ್ಯತಾ ವರದಿ ಸಿದ್ಧವಾಗುತ್ತಿದ್ದು, 25 ಎಲಿವೇಟೆಡ್ ನಿಲ್ದಾಣಗಳ ಪ್ರಸ್ತಾವನೆ ಇದೆ. ಮಾದಾವರದಿಂದ ತುಮಕೂರುವರೆಗೆ ಸುಮಾರು 52 ಕಿ.ಮೀ ಉದ್ದದ ಮಾರ್ಗ ನಿರ್ಮಾಣವಾಗಲಿದೆ ಎನ್ನಲಾಗಿದೆ. [929, 1948, 1213, 2045]
col4-paragraph-3: ಕುಣಿಗಲ್ ವಿಲೀನದ ಬಗ್ಗೆ ಸರ್ಕಾರ ಯಾವುದೇ ಅಧಿಕೃತ ಘೋಷಣೆ ಮಾಡಿಲ್ಲ. ಆದರೆ ಸ್ಥಳೀಯರು ಮಾತ್ರ ವಿಲೀನಕ್ಕೆ ತೀವ್ರ ವಿರೋಧ ವ್ಯಕ್ತಪಡಿಸಿದ್ದಾರೆ. ಹೋರಾಟ ಸಮಿತಿ ರಚಿಸಿಕೊಂಡು ಪ್ರತಿಭಟನೆ ನಡೆಸಲು ಸಿದ್ಧತೆ ನಡೆಸಿದ್ದಾರೆ. [929, 1811, 1213, 1888]
gadag-dateline: ಗದಗ: [6, 1316, 36, 1332]
zoo-headline: ಬೆಳಗಾವಿ ಮೃಗಾಲಯದಲ್ಲಿ ಕೃಷ್ಣಮೃಗಗಳ ಸಾವಿನ ಸಂಖ್ಯೆ 30ಕ್ಕೆ ಏರಿಕೆ! [784, 1210, 1512, 1249]
elephant-article [356, 756, 1033, 1198]
col1-paragraph-1: ಹಿಂಸಾಚಾರ ಮತ್ತು ಪೊಲೀಸರ ನಿಲುವು ಹಸೀನಾ ವಿರುದ್ದದ ತೀರ್ಪು ದೇಶದಲ್ಲಿ ರಾಜಕೀಯ ಅಶಾಂತಿಯನ್ನು ಹೆಚ್ಚಿಸಬಹುದು ಎಂಬ ಕಳವಳವನ್ನು ಹುಟ್ಟುಹಾಕಿದೆ. [15, 1652, 302, 1709]
col2-paragraph-1: ನಿಯಮಿತವಾಗಿ ಓಡಾಡುವ ಬಸ್ ವೇಗವಾಗಿ ಬಂದು ಚಾಲಕನ ನಿಯಂತ್ರಣ ತಪ್ಪಿದ ಕಾರಣ ಪಲ್ಟಿಯಾಗಿದೆ ಎಂದು ಪ್ರಯಾಣಿಕರು ಹೇಳಿದ್ದಾರೆ. ಗಾಯಾಳುಗಳನ್ನು ಸಮೀಪದ ಆಸ್ಪತ್ರೆಗೆ ದಾಖಲಿಸಲಾಗಿದ್ದು, ಹೆಚ್ಚಿನ ಚಿಕಿತ್ಸೆ ನೀಡಲಾಗುತ್ತಿದೆ. ಘಟನಾ ಸ್ಥಳಕ್ಕೆ ಭೇಟಿ ನೀಡಿದ ಅಧಿಕಾರಿಗಳು ಪರಿಶೀಲನೆ ನಡೆಸಿದ್ದಾರೆ. [324, 1601, 606, 1698]
elephant-mid-body: ಕಾರಿನ ಮೇಲೆಯೇ ಆನೆ ಬಿದ್ದಿದ್ದರಿಂದ ಮುಂಭಾಗ ಪುಡಿಪುಡಿಯಾಗಿದ್ದು, ಅಪಾರ ಹಾನಿ ಸಂಭವಿಸಿದೆ. ಅದೃಷ್ಟವಶಾತ್ ಕಾರಿನಲ್ಲಿದ್ದವರು ಪ್ರಾಣಾಪಾಯದಿಂದ ಪಾರಾಗಿದ್ದಾರೆ. [563, 1079, 825, 1156]
dks-article [356, 272, 732, 730]
col3-paragraph-2: ಖಾತೆ ಪರಿಶೀಲನೆಯ ನೆಪದಲ್ಲಿ ಹಂತ ಹಂತವಾಗಿ ಹಣ ವರ್ಗಾವಣೆ ಮಾಡಿಸಿಕೊಂಡ ಆರೋಪಿಗಳು, ಬಳಿಕ ಸಂಪರ್ಕ ಕಡಿತಗೊಳಿಸಿದ್ದಾರೆ. ವಂಚನೆಗೆ ಒಳಗಾಗಿರುವುದು ಗೊತ್ತಾದ ಬಳಿಕ ಸಂತ್ರಸ್ತೆ ಸೈಬರ್ ಕ್ರೈಂ ಠಾಣೆಗೆ ದೂರು ನೀಡಿದ್ದಾರೆ. [628, 1749, 907, 1826]
gadag-sub1-column [6, 1378, 190, 1552]
bottom-column-5 [1224, 1589, 1520, 2402]
elephant-columns [356, 871, 1033, 1168]
police-deaths-body: ಜಿಲ್ಲೆಯಲ್ಲಿ ಒಂದೇ ದಿನ ಇಬ್ಬರು ಪೊಲೀಸ್ ಸಿಬ್ಬಂದಿ ಸಾವನ್ನಪ್ಪಿದ ಘಟನೆ ನಡೆದಿದೆ. ಕರ್ತವ್ಯದಲ್ಲಿದ್ದ ವೇಳೆ ಹೃದಯಾಘಾತದಿಂದ ಸಾವನ್ನಪ್ಪಿದ ಸಿಬ್ಬಂದಿಯ ಕುಟುಂಬಕ್ಕೆ ಇಲಾಖೆಯ ಹಿರಿಯ ಅಧಿಕಾರಿಗಳು ಸಾಂತ್ವನ ಹೇಳಿದರು. ಅಂತಿಮ ದರ್ಶನ ಪಡೆದ ಅಧಿಕಾರಿಗಳು ಕಂಬನಿ ಮಿಡಿದರು. ಇಬ್ಬರು ಪೊಲೀಸರ ಅಗಲಿಕೆಗೆ ಇಡೀ ಇಲಾಖೆ ಮರುಗಿದೆ. [19, 905, 333, 1003]
col5-stations-list: ಮಾದಾವರ, ಮಾಕಳಿ, ದಾಸನಪುರ, ನೆಲಮಂಗಲ, ವೀವರ್ ಕಾಲೋನಿ, ನೆಲಮಂಗಲ ವಿಶ್ವೇಶ್ವರಪುರ, ನೆಲಮಂಗಲ ಟೋಲ್‌ಗೇಟ್, ಬೂದಿಹಾಳ್, ಟಿ. ಬೇಗೂರು, ದಂಡನಹಳ್ಳಿ, ಕುಲವನಹಳ್ಳಿ, ಮಹಿಮಾಪುರ, ಬಿಲ್ಲನ್‌ಕೋಟೆ, ಸೋಂಪುರ ಕೈಗಾರಿಕಾ ಪ್ರದೇಶ, ದಾಬಸ್‌ಪೇಟೆ, ನಾರಾಯಣಪಾಳ್ಯ, ಚಿಕ್ಕಹಳ್ಳಿ, ಹಿರೇಹಳ್ಳಿ ಕೈಗಾರಿಕಾ ಪ್ರದೇಶ, ಈಶನಹಳ್ಳಿ, ಕ್ಯಾತ್ಸಂದ್ರ ಬೈಪಾಸ್, ಕ್ಯಾತ್ಸಂದ್ರ, ಎಸ್‌ಐಟಿ (ಸಿದ್ಧಾರ್ಥ ಕಾಲೇಜು), ತುಮಕೂರು ಬಸ್ ನಿಲ್ದಾಣ, ಟೂಡಾ ಲೇಔಟ್, ನಾಗಣ್ಣ ಪಾಳ್ಯ, ಶಿರಾ ಗೇಟ್ ಬಳಿ ಎಲಿವೇಟೆಡ್ ಮೆಟ್ರೋ ನಿಲ್ದಾಣಗಳು ನಿರ್ಮಾಣವಾಗುವ ಸಾಧ್ಯತೆಯಿದೆ. [1235, 1692, 1509, 1892]
divider-right-top [1165, 107, 1166, 733]
gadag-sub1-body: ಚರಂಡಿ ವ್ಯವಸ್ಥೆ ಸಂಪೂರ್ಣ ಹದಗೆಟ್ಟಿದ್ದು, ರಸ್ತೆಗಳು ಕಿತ್ತುಹೋಗಿವೆ. ಮಳೆ ಬಂದರೆ ಮನೆಗಳಿಗೆ ನೀರು ನುಗ್ಗುತ್ತದೆ ಎಂದು ಜನರು ಅಳಲು ತೋಡಿಕೊಂಡಿದ್ದಾರೆ. [6, 1380, 190, 1477]
main-headline: ಪಕ್ಷಕ್ಕೆ ಬ್ಲ್ಯಾಕ್‌ಮೇಲ್ ಮಾಡುವ ವ್ಯಕ್ತಿ ನಾನಲ್ಲ, ರಾಜೀನಾಮೆ ನೀಡಲ್ಲ: ಡಿಕೆಶಿ [415, 118, 1101, 238]
dks-body-1: ನಾನು ಯಾವುದೇ ಕಾರಣಕ್ಕೂ ಕಾಂಗ್ರೆಸ್ ಪಕ್ಷಕ್ಕೆ ಬ್ಲ್ಯಾಕ್‌ಮೇಲ್ ಮಾಡುವ ವ್ಯಕ್ತಿಯಲ್ಲ. ಮುಖ್ಯಮಂತ್ರಿ ಸ್ಥಾನಕ್ಕಾಗಿ ರಾಜೀನಾಮೆ ನೀಡುವ ಪ್ರಶ್ನೆಯೇ ಇಲ್ಲ ಎಂದು ಡಿಸಿಎಂ ಡಿ.ಕೆ.ಶಿವಕುಮಾರ್ ಸ್ಪಷ್ಟಪಡಿಸಿದ್ದಾರೆ. [356, 274, 537, 473]
bellary-headline: ದಂಪತಿ ನೇಣಿಗೆ ಶರಣು [66, 499, 285, 534]
bottom-band [5, 1589, 1523, 2402]
bottom-column-3 [617, 1589, 918, 2402]
zoo-middle-column [948, 1261, 1337, 1545]
subhead-gunfire: ಗುಂಡಿನ ಸದ್ದಿಗೆ ಓಡಿದ ಜನ [44, 1725, 274, 1757]
col1-paragraph-6 [15, 2177, 302, 2279]
udupi-dateline: ಉಡುಪಿ: [1172, 247, 1211, 262]
koppal-headline: ಕೊಪ್ಪಳದಲ್ಲಿ ಮಹಿಳೆಯ ಮೇಲೆ ಗ್ಯಾಂಗ್ ರೇಪ್? [20, 121, 331, 198]
col1-inline-lead: ಚಾಲಕನ ನಿಯಂತ್ರಣ ತಪ್ಪಿ ಪಲ್ಟಿ: [15, 2179, 172, 2195]
zoo-below-photo: ಪ್ರಮುಖರು ಇಲ್ಲಿಯವರೆಗೂ ಮೃಗಾಲಯಕ್ಕೆ ಭೇಟಿ ನೀಡದಿರುವುದು ಸ್ಥಳೀಯರ ಅಸಮಾಧಾನಕ್ಕೆ ಕಾರಣವಾಗಿದೆ. [948, 1496, 1337, 1533]
col2-paragraph-3: ದ್ರವ್ಯಗಳನ್ನು ಒಳಗೊಂಡಿರುವ ಒಂದು ಪ್ಯಾಕೇಜ್ ಮುಂಬೈನ ಅಂಧೇರಿಯಲ್ಲಿರುವ ಡಿಎಚ್‌ಎಲ್ ಕೇಂದ್ರಕ್ಕೆ ಬಂದಿದೆ ಎಂದು ಹೇಳಿದ್ದಾನೆ. ಆದರೆ, ತಾನು ಬೆಂಗಳೂರಿನಲ್ಲಿ ವಾಸಿಸುತ್ತಿದ್ದು, ಕೊರಿಯರ್ ಜೊತೆ ಯಾವುದೇ ಸಂಪರ್ಕವಿಲ್ಲ ಎಂದು ಆಕೆ [324, 1849, 606, 1927]
col3-paragraph-1: ಹೇಳಿದ್ದಾಳೆ. ಆಗ, ಫೋನ್ ಸಂಖ್ಯೆ ಪ್ಯಾಕೇಜ್‌ಗೆ ಲಿಂಕ್ ಆಗಿರುವುದರಿಂದ ಇದು ಸೈಬರ್ ಅಪರಾಧವಾಗಿರಬಹುದು ಎಂದು ಹೇಳಿದ ವಂಚಕರು, ಮುಂಬೈ ಪೊಲೀಸರ ಹೆಸರಿನಲ್ಲಿ ನಕಲಿ ದಾಖಲೆಗಳನ್ನು ಕಳುಹಿಸಿದ್ದಾರೆ. [628, 1658, 907, 1735]
col3-paragraph-3: 2024 ರ ಸೆಪ್ಟೆಂಬರ್ 23ರಂದು ಆರೋಪಿಗಳ ಖಾತೆಗಳಿಗೆ ಹಣ ವರ್ಗಾವಣೆಯಾಗಿರುವುದು ತನಿಖೆಯಲ್ಲಿ ದೃಢಪಟ್ಟಿದೆ. ಶೇ.75ರಷ್ಟು ಹಣವನ್ನು ವಿವಿಧ ಖಾತೆಗಳಿಗೆ ವರ್ಗಾಯಿಸಲಾಗಿದ್ದು, ಖಾತೆಗಳನ್ನು ಸ್ಥಗಿತಗೊಳಿಸಲು ಬ್ಯಾಂಕ್‌ಗಳಿಗೆ ಸೂಚಿಸಲಾಗಿದೆ. [628, 1840, 907, 1917]
gadag-body-1: ಜಿಲ್ಲೆಯ ಬೆಟಗೇರಿಯ ಜನರು ಹಲವು ವರ್ಷಗಳಿಂದ ಗ್ರಾಮದಲ್ಲಿ ಮೂಲಸೌಕರ್ಯಗಳಿಲ್ಲದೆ ಒದ್ದಾಡುತ್ತಿದ್ದಾರೆ. ಈ ಸಮಸ್ಯೆಯನ್ನು ನಗರಸಭೆಯ ಗಮನಕ್ಕೆ ತಂದರೂ ಅಧಿಕಾರಿಗಳು ನಿರ್ಲಕ್ಷಿಸುತ್ತಿದ್ದಾರೆ ಎಂದು ಸ್ಥಳೀಯರು ದೂರಿದ್ದಾರೆ. [6, 1316, 377, 1372]
